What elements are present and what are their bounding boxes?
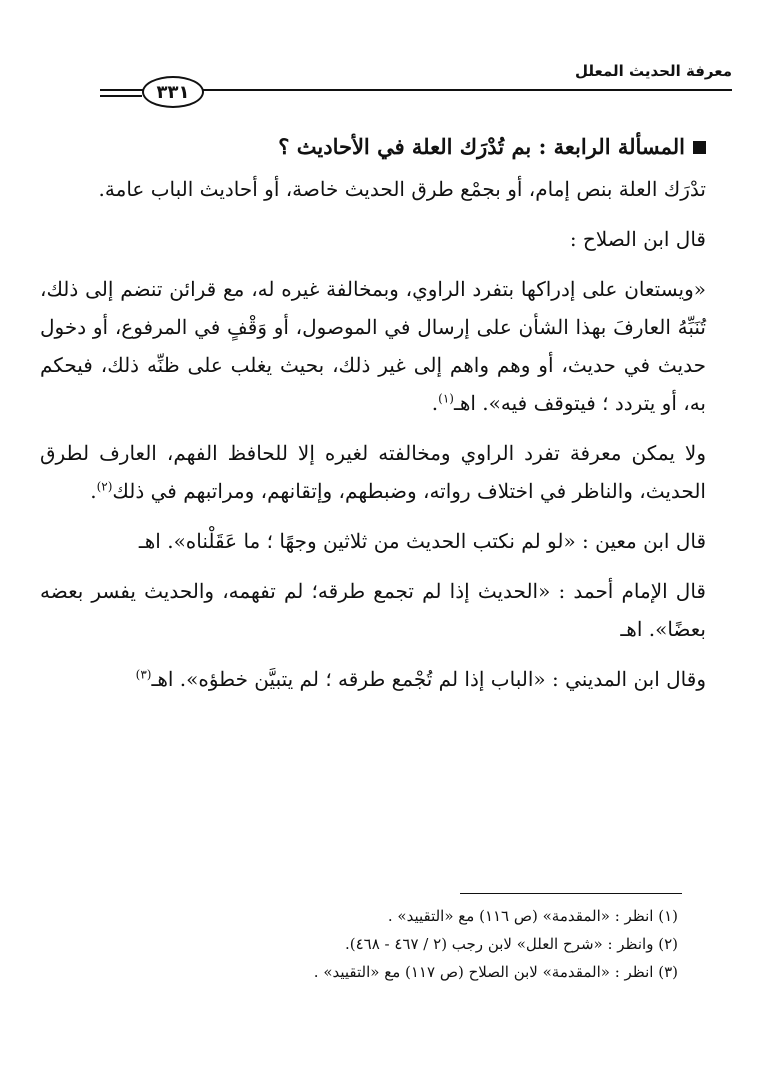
- paragraph-ahmad: قال الإمام أحمد : «الحديث إذا لم تجمع طرقه؛ لم تفهمه، والحديث يفسر بعضه بعضًا». اهـ: [40, 579, 706, 641]
- paragraph-intro: تدْرَك العلة بنص إمام، أو بجمْع طرق الحديث خاصة، أو أحاديث الباب عامة.: [98, 177, 706, 201]
- footnote-separator: [460, 893, 682, 894]
- header-rule: [112, 89, 732, 91]
- section-heading: [40, 128, 706, 166]
- footnote-ref-3: (٣): [135, 667, 152, 682]
- square-bullet-icon: [693, 141, 706, 154]
- paragraph-ibn-salah-quote: «ويستعان على إدراكها بتفرد الراوي، وبمخالفة غيره له، مع قرائن تنضم إلى ذلك، تُنَبِّهُ العارفَ بهذا الشأن على إرسال في الموصول، أو وَقْفٍ في المرفوع، أو دخول حديث في حديث، أو وهم واهم إلى غير ذلك، بحيث يغلب على ظنِّه ذلك، فيحكم به، أو يتردد ؛ فيتوقف فيه». اهـ$^{(١)}$.: [40, 277, 706, 415]
- paragraph-ibn-maeen: قال ابن معين : «لو لم نكتب الحديث من ثلاثين وجهًا ؛ ما عَقَلْناه». اهـ: [138, 529, 706, 553]
- footnote-2: (٢) وانظر : «شرح العلل» لابن رجب (٢ / ٤٦٧ - ٤٦٨).: [344, 935, 678, 953]
- footnote-ref-1: (١): [438, 391, 454, 406]
- paragraph-ibn-madini: وقال ابن المديني : «الباب إذا لم تُجْمع طرقه ؛ لم يتبيَّن خطؤه». اهـ$^{(٣)}$: [135, 667, 706, 691]
- section-heading-text: المسألة الرابعة : بم تُدْرَك العلة في الأحاديث ؟: [278, 134, 685, 159]
- header-rule-left-double: [100, 95, 142, 97]
- footnote-1: (١) انظر : «المقدمة» (ص ١١٦) مع «التقييد» .: [387, 907, 678, 925]
- paragraph-hafiz: ولا يمكن معرفة تفرد الراوي ومخالفته لغيره إلا للحافظ الفهم، العارف لطرق الحديث، والناظر في اختلاف رواته، وضبطهم، وإتقانهم، ومراتبهم في ذلك$^{(٢)}$.: [40, 441, 706, 503]
- footnote-3: (٣) انظر : «المقدمة» لابن الصلاح (ص ١١٧) مع «التقييد» .: [313, 963, 678, 981]
- main-content: [40, 128, 706, 710]
- running-header-title: معرفة الحديث المعلل: [574, 62, 732, 80]
- footnotes: [40, 902, 678, 986]
- footnote-ref-2: (٢): [96, 479, 113, 494]
- page-number-badge: ٣٣١: [142, 76, 204, 108]
- paragraph-ibn-salah-intro: قال ابن الصلاح :: [569, 227, 706, 251]
- header-rule-left: [100, 89, 142, 91]
